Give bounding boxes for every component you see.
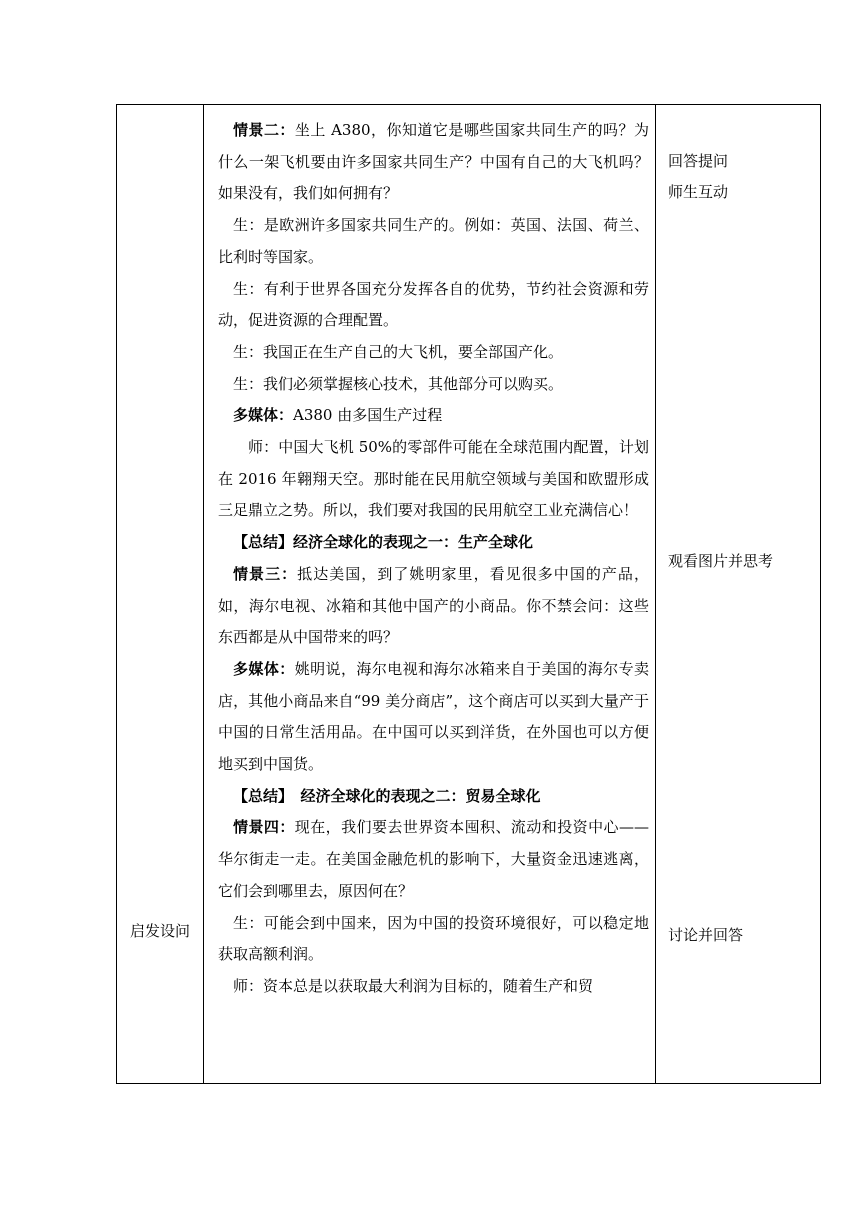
paragraph-multimedia-1 (218, 400, 649, 432)
stage-label: 启发设问 (129, 922, 190, 940)
content-text (204, 105, 655, 1003)
paragraph-student-5 (218, 908, 649, 971)
table-row (117, 105, 821, 1084)
activity-discuss: 讨论并回答 (668, 926, 744, 944)
paragraph-student-2 (218, 274, 649, 337)
paragraph-student-3 (218, 337, 649, 369)
para-text: 生：可能会到中国来，因为中国的投资环境很好，可以稳定地获取高额利润。 (218, 913, 649, 964)
para-lead: 情景三： (233, 564, 298, 583)
activity-interaction: 师生互动 (668, 183, 729, 201)
para-text: 坐上 A380，你知道它是哪些国家共同生产的吗？为什么一架飞机要由许多国家共同生产？中国有自己的大飞机吗？如果没有，我们如何拥有？ (218, 121, 649, 203)
paragraph-student-1 (218, 210, 649, 273)
activity-cell (656, 105, 821, 1084)
para-lead: 多媒体： (233, 406, 294, 425)
para-text: 师：中国大飞机 50%的零部件可能在全球范围内配置，计划在 2016 年翱翔天空。那时能在民用航空领域与美国和欧盟形成三足鼎立之势。所以，我们要对我国的民用航空工业充满信心！ (218, 438, 649, 520)
para-text: 生：我国正在生产自己的大飞机，要全部国产化。 (233, 342, 564, 361)
paragraph-teacher-1 (218, 432, 649, 527)
summary-1 (218, 527, 649, 559)
para-lead: 情景二： (233, 121, 295, 139)
stage-cell (117, 105, 204, 1084)
lesson-plan-table (116, 104, 821, 1084)
paragraph-scene-2 (218, 115, 649, 210)
para-text: 生：是欧洲许多国家共同生产的。例如：英国、法国、荷兰、比利时等国家。 (218, 216, 649, 266)
para-text: 生：我们必须掌握核心技术，其他部分可以购买。 (233, 374, 564, 393)
paragraph-teacher-2 (218, 971, 649, 1003)
para-text: A380 由多国生产过程 (293, 406, 443, 425)
para-lead: 多媒体： (233, 659, 295, 678)
summary-text: 【总结】经济全球化的表现之一：生产全球化 (233, 533, 534, 552)
para-lead: 情景四： (233, 818, 295, 837)
para-text: 生：有利于世界各国充分发挥各自的优势，节约社会资源和劳动，促进资源的合理配置。 (218, 279, 649, 330)
para-text: 姚明说，海尔电视和海尔冰箱来自于美国的海尔专卖店，其他小商品来自“99 美分商店”，这个商店可以买到大量产于中国的日常生活用品。在中国可以买到洋货，在外国也可以方便地买到中国货。 (218, 659, 649, 774)
para-text: 师：资本总是以获取最大利润为目标的，随着生产和贸 (233, 976, 594, 995)
para-text: 现在，我们要去世界资本囤积、流动和投资中心——华尔街走一走。在美国金融危机的影响下，大量资金迅速逃离，它们会到哪里去，原因何在？ (218, 818, 649, 900)
paragraph-scene-3 (218, 559, 649, 654)
paragraph-multimedia-2 (218, 654, 649, 781)
paragraph-scene-4 (218, 812, 649, 907)
content-cell (204, 105, 656, 1084)
summary-2 (218, 781, 649, 813)
paragraph-student-4 (218, 369, 649, 401)
para-text: 抵达美国，到了姚明家里，看见很多中国的产品，如，海尔电视、冰箱和其他中国产的小商品。你不禁会问：这些东西都是从中国带来的吗？ (218, 564, 649, 647)
activity-answer-questions: 回答提问 (668, 152, 729, 170)
summary-text: 【总结】 经济全球化的表现之二：贸易全球化 (233, 786, 541, 805)
activity-view-pictures: 观看图片并思考 (668, 552, 774, 570)
